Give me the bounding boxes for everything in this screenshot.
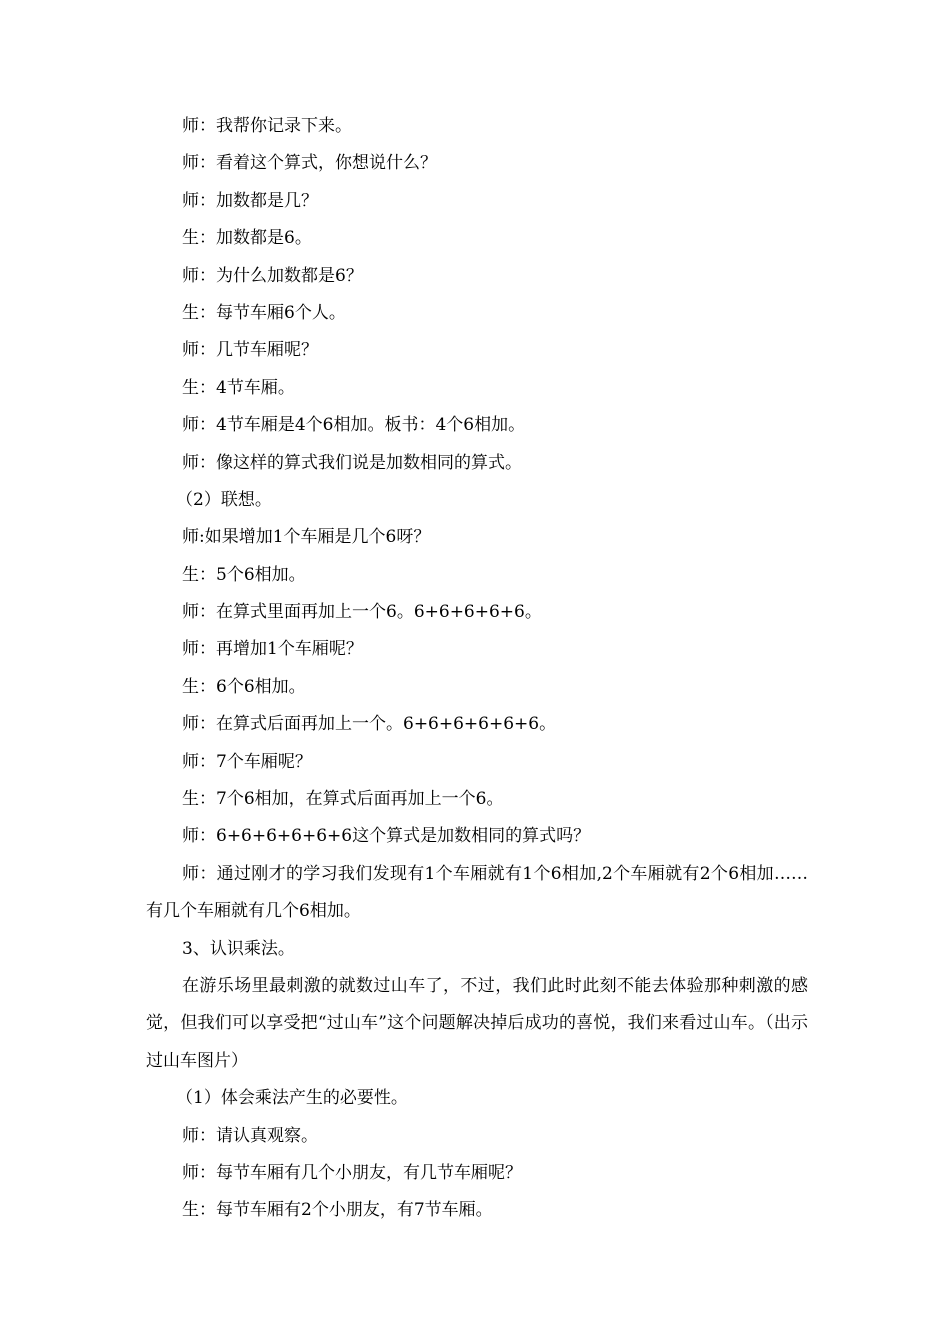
subsection-heading-association: （2）联想。: [176, 489, 272, 510]
dialogue-line-5: 师：为什么加数都是6？: [182, 265, 363, 286]
subsection-heading-necessity: （1）体会乘法产生的必要性。: [176, 1088, 408, 1109]
dialogue-line-21: 师：每节车厢有几个小朋友，有几节车厢呢？: [182, 1163, 522, 1184]
dialogue-line-22: 生：每节车厢有2个小朋友，有7节车厢。: [182, 1200, 493, 1221]
dialogue-line-11: 师:如果增加1个车厢是几个6呀？: [182, 527, 431, 548]
dialogue-line-6: 生：每节车厢6个人。: [182, 302, 346, 323]
dialogue-line-8: 生：4节车厢。: [182, 377, 295, 398]
dialogue-line-9: 师：4节车厢是4个6相加。板书：4个6相加。: [182, 415, 526, 436]
dialogue-line-16: 师：在算式后面再加上一个。6+6+6+6+6+6。: [182, 714, 557, 735]
dialogue-line-13: 师：在算式里面再加上一个6。6+6+6+6+6。: [182, 602, 542, 623]
dialogue-line-3: 师：加数都是几？: [182, 190, 318, 211]
dialogue-line-20: 师：请认真观察。: [182, 1125, 318, 1146]
dialogue-line-10: 师：像这样的算式我们说是加数相同的算式。: [182, 452, 522, 473]
dialogue-line-17: 师：7个车厢呢？: [182, 751, 312, 772]
dialogue-line-19: 师：6+6+6+6+6+6这个算式是加数相同的算式吗？: [182, 826, 591, 847]
dialogue-line-1: 师：我帮你记录下来。: [182, 116, 352, 136]
dialogue-line-15: 生：6个6相加。: [182, 676, 306, 697]
dialogue-line-18: 生：7个6相加，在算式后面再加上一个6。: [182, 789, 504, 810]
dialogue-line-4: 生：加数都是6。: [182, 228, 312, 249]
dialogue-line-12: 生：5个6相加。: [182, 564, 306, 585]
dialogue-line-2: 师：看着这个算式，你想说什么？: [182, 153, 437, 174]
section-heading-multiplication: 3、认识乘法。: [182, 938, 295, 959]
dialogue-line-14: 师：再增加1个车厢呢？: [182, 639, 363, 660]
summary-paragraph: 师：通过刚才的学习我们发现有1个车厢就有1个6相加,2个车厢就有2个6相加……有几个车厢就有几个6相加。: [146, 863, 808, 922]
document-body: [146, 108, 808, 1230]
dialogue-line-7: 师：几节车厢呢？: [182, 340, 318, 361]
intro-paragraph: 在游乐场里最刺激的就数过山车了，不过，我们此时此刻不能去体验那种刺激的感觉，但我们可以享受把“过山车”这个问题解决掉后成功的喜悦，我们来看过山车。（出示过山车图片）: [146, 976, 808, 1071]
